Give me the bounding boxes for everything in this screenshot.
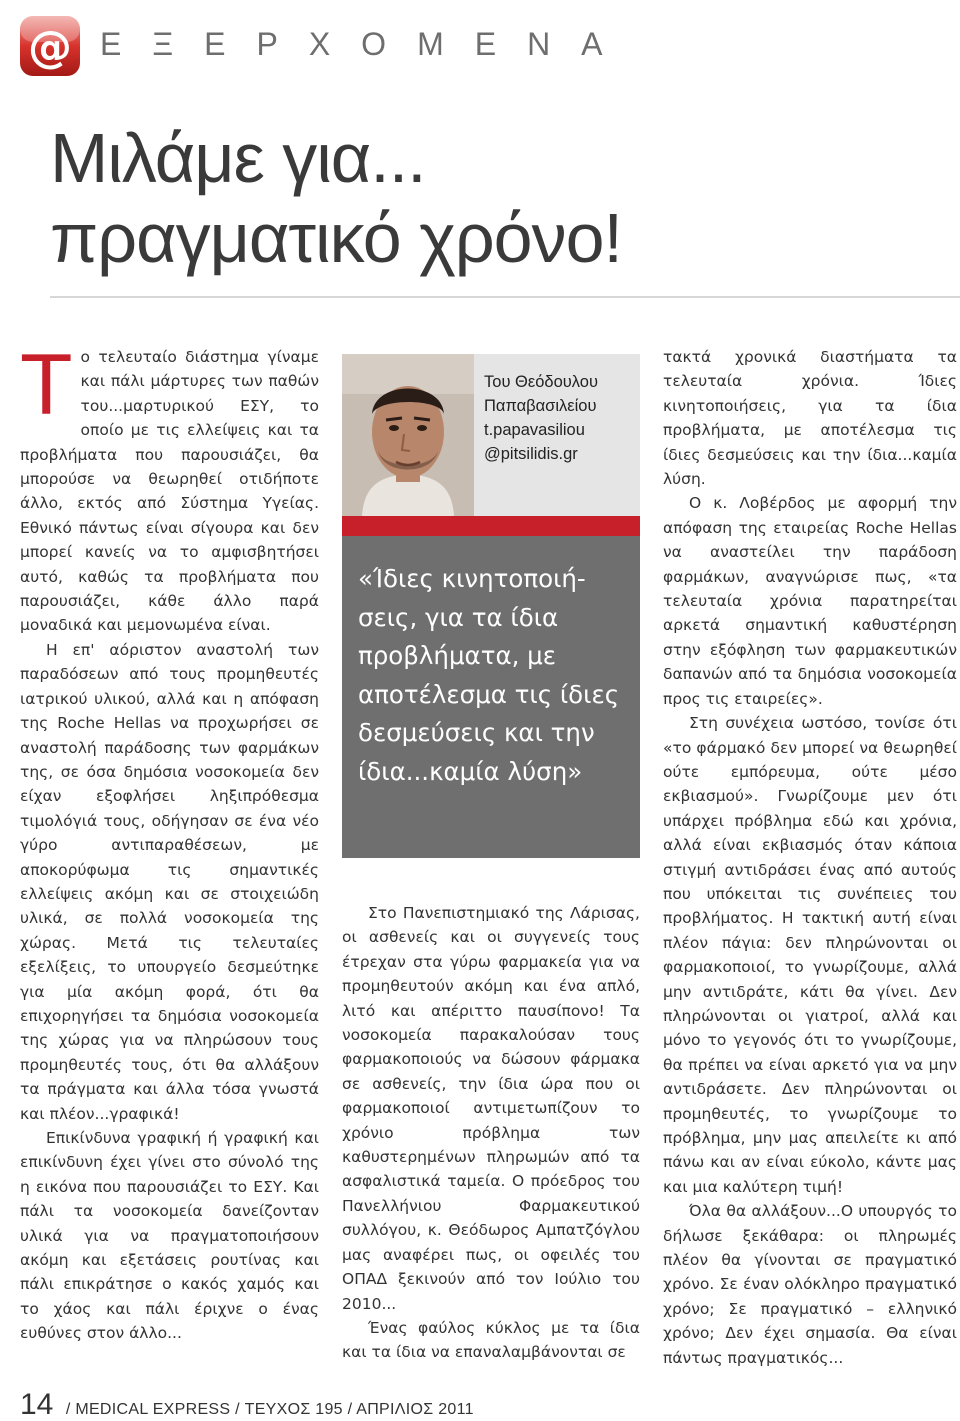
author-email: t.papavasiliou (484, 421, 585, 439)
paragraph: τακτά χρονικά διαστήματα τα τελευταία χρόνια. Ίδιες κινητοποιήσεις, για τα ίδια προβλήματα, με αποτέλεσμα τις ίδιες δεσμεύσεις και την ίδια...καμία λύση. (663, 348, 957, 489)
section-label: ΕΞΕΡΧΟΜΕΝΑ (100, 26, 634, 62)
paragraph-text: ο τελευταίο διάστημα γίναμε και πάλι μάρτυρες των παθών του...μαρτυρικού ΕΣΥ, το οποίο με τις ελλείψεις και τα προβλήματα που παρουσιάζει, θα μπορούσε να θεωρηθεί οτιδήποτε άλλο, εκτός από Σύστημα Υγείας. Εθνικό πάντως είναι σίγουρα και δεν μπορεί κανείς να το αμφισβητήσει αυτό, καθώς τα προβλήματα που παρουσιάζει, κάθε άλλο παρά μοναδικά και μεμονωμένα είναι. (20, 348, 319, 635)
accent-band (342, 516, 640, 536)
drop-cap: Τ (20, 337, 73, 433)
pull-quote-box (342, 536, 640, 858)
headline-line-2: πραγματικό χρόνο! (50, 199, 622, 277)
author-byline (484, 370, 634, 466)
page-footer (20, 1388, 474, 1421)
author-photo (342, 354, 474, 516)
author-name: Παπαβασιλείου (484, 397, 597, 415)
page-number: 14 (20, 1388, 54, 1421)
author-email-domain: @pitsilidis.gr (484, 445, 578, 463)
paragraph: Στη συνέχεια ωστόσο, τονίσε ότι «το φάρμακό δεν μπορεί να θεωρηθεί ούτε εμπόρευμα, ούτε μέσο εκβιασμού». Γνωρίζουμε μεν ότι υπάρχει πρόβλημα εδώ και χρόνια, αλλά είναι εκβιασμός όταν κάποια στιγμή αντιδράσει ένας από αυτούς που υπόκειται τις συνέπειες του προβλήματος. Η τακτική αυτή είναι πλέον πάγια: δεν πληρώνονται οι φαρμακοποιοί, το γνωρίζουμε, αλλά μην αντιδράτε, κάτι θα γίνει. Δεν πληρώνονται οι γιατροί, αλλά και μόνο το γεγονός ότι το γνωρίζουμε, θα πρέπει να είναι αρκετό για να μην αντιδράσετε. Δεν πληρώνονται οι προμηθευτές, το γνωρίζουμε το πρόβλημα, μην μας απειλείτε κι από πάνω και αν είναι εύκολο, κάντε μας και μια καλύτερη τιμή! (663, 714, 957, 1196)
svg-text:@: @ (28, 22, 72, 73)
paragraph: Ένας φαύλος κύκλος με τα ίδια και τα ίδια να επαναλαμβάνονται σε (342, 1318, 640, 1362)
paragraph: Η επ' αόριστον αναστολή των παραδόσεων από τους προμηθευτές ιατρικού υλικού, αλλά και η απόφαση της Roche Hellas να προχωρήσει σε αναστολή παράδοσης των φαρμάκων της, σε όσα δημόσια νοσοκομεία δεν είχαν εξοφλήσει ληξιπρόθεσμα τιμολόγιά τους, οδήγησαν σε ένα νέο γύρο αντιπαραθέσεων, με αποκορύφωμα τις σημαντικές ελλείψεις ακόμη και σε στοιχειώδη υλικά, σε πολλά νοσοκομεία της χώρας. Μετά τις τελευταίες εξελίξεις, το υπουργείο δεσμεύτηκε για μία ακόμη φορά, ότι θα επιχορηγήσει τα δημόσια νοσοκομεία της χώρας για να πληρώσουν τους προμηθευτές τους, ότι θα αλλάξουν τα πράγματα και άλλα τόσα γνωστά και πλέον...γραφικά! (20, 640, 319, 1123)
publication-info: / MEDICAL EXPRESS / ΤΕΥΧΟΣ 195 / ΑΠΡΙΛΙΟΣ 2011 (65, 1401, 474, 1418)
headline-line-1: Μιλάμε για... (50, 119, 426, 197)
at-sign-logo-icon (18, 14, 82, 78)
paragraph: Επικίνδυνα γραφική ή γραφική και επικίνδυνη έχει γίνει στο σύνολό της η εικόνα που παρουσιάζει το ΕΣΥ. Και πάλι τα νοσοκομεία δανείζονταν υλικά για να πραγματοποιήσουν ακόμη και εξετάσεις ρουτίνας και πάλι επικράτησε ο κακός χαμός και το χάος και πάλι έριχνε ο ένας ευθύνες στον άλλο... (20, 1129, 319, 1343)
headline-divider (50, 296, 960, 298)
paragraph: Ο κ. Λοβέρδος με αφορμή την απόφαση της εταιρείας Roche Hellas να αναστείλει την παράδοση φαρμάκων, αναγνώρισε πως, «τα τελευταία χρόνια παρατηρείται αρκετά σημαντική καθυστέρηση στην εξόφληση των φαρμακευτικών δαπανών από τα δημόσια νοσοκομεία προς τις εταιρείες». (663, 494, 957, 708)
author-box (342, 354, 640, 516)
pull-quote: «Ίδιες κινητοποιή-σεις, για τα ίδια προβλήματα, με αποτέλεσμα τις ίδιες δεσμεύσεις και την ίδια...καμία λύση» (358, 564, 620, 786)
article-headline (50, 118, 930, 278)
article-column-2 (342, 901, 640, 1365)
article-column-1 (20, 337, 319, 1346)
paragraph (20, 337, 319, 638)
paragraph: Όλα θα αλλάξουν...Ο υπουργός το δήλωσε ξεκάθαρα: οι πληρωμές πλέον θα γίνονται σε πραγματικό χρόνο. Σε έναν ολόκληρο πραγματικό χρόνο; Σε πραγματικό – ελληνικό χρόνο; Δεν έχει σημασία. Θα είναι πάντως πραγματικός... (663, 1202, 957, 1367)
author-prefix: Του Θεόδουλου (484, 373, 599, 391)
paragraph: Στο Πανεπιστημιακό της Λάρισας, οι ασθενείς και οι συγγενείς τους έτρεχαν στα γύρω φαρμακεία για να προμηθευτούν ακόμη και ένα απλό, λιτό και απέριττο παυσίπονο! Τα νοσοκομεία παρακαλούσαν τους φαρμακοποιούς να δώσουν φάρμακα σε ασθενείς, την ίδια ώρα που οι φαρμακοποιοί αντιμετωπίζουν το χρόνιο πρόβλημα των καθυστερημένων πληρωμών από τα ασφαλιστικά ταμεία. Ο πρόεδρος του Πανελλήνιου Φαρμακευτικού συλλόγου, κ. Θεόδωρος Αμπατζόγλου μας αναφέρει πως, οι οφειλές του ΟΠΑΔ ξεκινούν από τον Ιούλιο του 2010... (342, 904, 640, 1313)
article-column-3 (663, 345, 957, 1370)
